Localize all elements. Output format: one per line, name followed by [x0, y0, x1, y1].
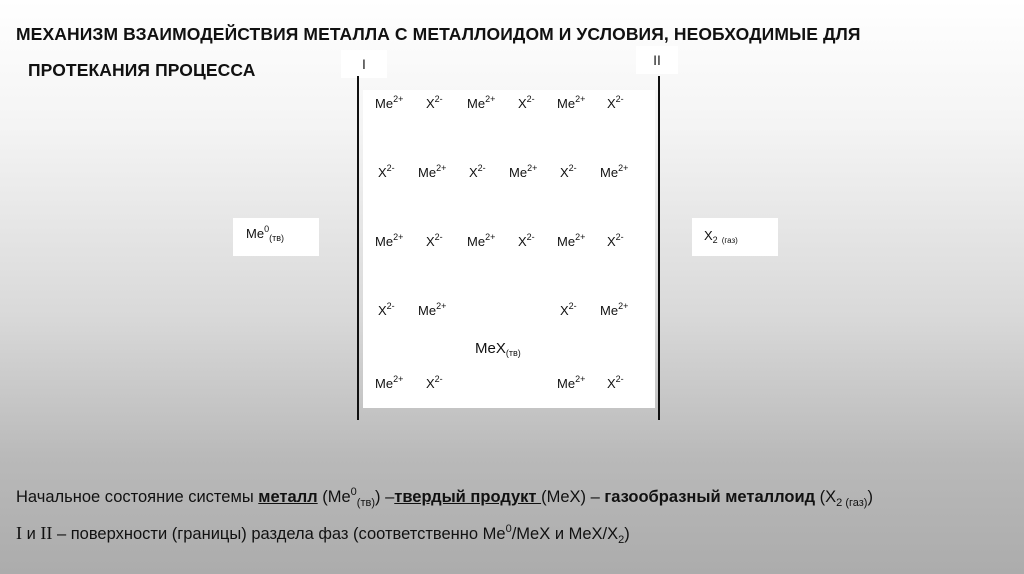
nonmetal-ion: $X^{2-}$ — [469, 163, 486, 180]
boundary-label-ii: II — [636, 46, 678, 74]
metal-phase-label: $Me^0_{(тв)}$ — [246, 224, 284, 243]
metal-ion: $Me^{2+}$ — [600, 163, 629, 180]
nonmetal-ion: $X^{2-}$ — [607, 94, 624, 111]
metal-ion: $Me^{2+}$ — [418, 301, 447, 318]
title-line-1: МЕХАНИЗМ ВЗАИМОДЕЙСТВИЯ МЕТАЛЛА С МЕТАЛЛОИДОМ И УСЛОВИЯ, НЕОБХОДИМЫЕ ДЛЯ — [16, 24, 861, 44]
nonmetal-ion: $X^{2-}$ — [378, 163, 395, 180]
product-lattice — [363, 90, 655, 408]
note-metal: металл — [258, 488, 318, 506]
metal-ion: $Me^{2+}$ — [557, 374, 586, 391]
note-gas: газообразный металлоид — [604, 488, 816, 506]
product-label: MeX$_{(тв)}$ — [475, 340, 521, 358]
gas-phase-box — [692, 218, 778, 256]
slide-title — [16, 16, 1006, 88]
nonmetal-ion: $X^{2-}$ — [518, 94, 535, 111]
metal-ion: $Me^{2+}$ — [509, 163, 538, 180]
metal-ion: $Me^{2+}$ — [418, 163, 447, 180]
nonmetal-ion: $X^{2-}$ — [560, 301, 577, 318]
nonmetal-ion: $X^{2-}$ — [560, 163, 577, 180]
metal-ion: $Me^{2+}$ — [600, 301, 629, 318]
metal-ion: $Me^{2+}$ — [375, 232, 404, 249]
boundary-line-ii — [658, 76, 660, 420]
nonmetal-ion: $X^{2-}$ — [378, 301, 395, 318]
nonmetal-ion: $X^{2-}$ — [607, 374, 624, 391]
nonmetal-ion: $X^{2-}$ — [426, 374, 443, 391]
boundary-label-i: I — [341, 50, 387, 78]
title-line-2: ПРОТЕКАНИЯ ПРОЦЕССА — [28, 60, 256, 80]
metal-ion: $Me^{2+}$ — [467, 94, 496, 111]
metal-ion: $Me^{2+}$ — [375, 374, 404, 391]
metal-ion: $Me^{2+}$ — [375, 94, 404, 111]
nonmetal-ion: $X^{2-}$ — [518, 232, 535, 249]
nonmetal-ion: $X^{2-}$ — [607, 232, 624, 249]
nonmetal-ion: $X^{2-}$ — [426, 94, 443, 111]
metal-ion: $Me^{2+}$ — [557, 232, 586, 249]
metal-ion: $Me^{2+}$ — [467, 232, 496, 249]
note-initial-state: Начальное состояние системы металл $(Me^0_{(тв)})$ –твердый продукт (MeX) – газообразный металлоид $(X_{2 (газ)})$ — [16, 486, 873, 509]
note-product: твердый продукт — [394, 488, 542, 506]
gas-phase-label: $X_2$ $_{(газ)}$ — [704, 228, 738, 245]
boundary-line-i — [357, 76, 359, 420]
nonmetal-ion: $X^{2-}$ — [426, 232, 443, 249]
note-interfaces: I и II – поверхности (границы) раздела фаз (соответственно Me$^0$/MeX и MeX/$X_2$) — [16, 523, 630, 546]
metal-phase-box — [233, 218, 319, 256]
metal-ion: $Me^{2+}$ — [557, 94, 586, 111]
